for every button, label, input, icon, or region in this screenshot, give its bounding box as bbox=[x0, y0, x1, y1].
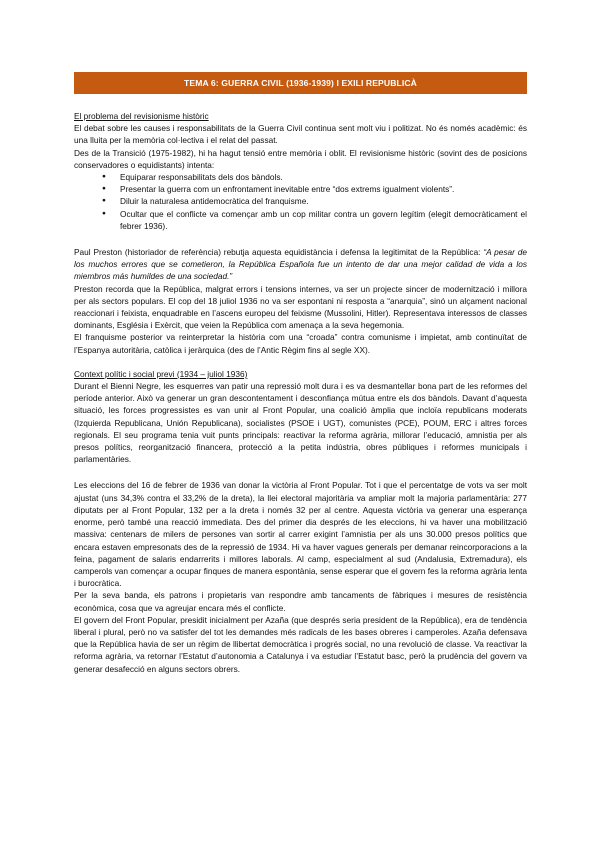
list-item: ● Ocultar que el conflicte va començar amb un cop militar contra un govern legítim (elegit democràticament el febrer 1936). bbox=[102, 208, 527, 232]
list-item: ● Presentar la guerra com un enfrontament inevitable entre “dos extrems igualment violents”. bbox=[102, 183, 527, 195]
bullet-list bbox=[74, 171, 527, 232]
list-item: ● Diluir la naturalesa antidemocràtica del franquisme. bbox=[102, 195, 527, 207]
section-heading-revisionism: El problema del revisionisme històric bbox=[74, 111, 209, 121]
paragraph: Des de la Transició (1975-1982), hi ha hagut tensió entre memòria i oblit. El revisionisme històric (sovint des de posicions conservadores o equidistants) intenta: bbox=[74, 147, 527, 170]
list-item: ● Equiparar responsabilitats dels dos bàndols. bbox=[102, 171, 527, 183]
section-heading-context: Context polític i social previ (1934 – juliol 1936) bbox=[74, 368, 248, 379]
paragraph: El franquisme posterior va reinterpretar la història com una “croada” contra comunisme i impietat, amb continuïtat de l’Espanya autoritària, catòlica i jeràrquica (des de l’Antic Règim fins al segle XX). bbox=[74, 332, 527, 355]
preston-intro: Paul Preston (historiador de referència) rebutja aquesta equidistància i defensa la legitimitat de la República: bbox=[74, 247, 484, 258]
paragraph: Les eleccions del 16 de febrer de 1936 van donar la victòria al Front Popular. Tot i que el percentatge de vots va ser molt ajustat (uns 34,3% contra el 33,2% de la dreta), la llei electoral majoritària va ampliar molt la majoria parlamentària: 277 diputats per al Front Popular, 132 per a la dreta i només 32 per al centre. Aquesta victòria va generar una esperança enorme, però també una reacció immediata. Des del primer dia després de les eleccions, hi va haver una mobilització massiva: centenars de milers de persones van sortir al carrer exigint l’amnistia per als uns 30.000 presos polítics que encara estaven empresonats des de la repressió de 1934. Hi va haver vagues generals per demanar reincorporacions a la feina, pagament de salaris endarrerits i millores laborals. Al camp, especialment al sud (Andalusia, Extremadura), els camperols van començar a ocupar finques de manera espontània, sense esperar que el govern fes la reforma agrària lenta i burocràtica. bbox=[74, 480, 527, 589]
paragraph: Preston recorda que la República, malgrat errors i tensions internes, va ser un projecte sincer de modernització i millora per als sectors populars. El cop del 18 juliol 1936 no va ser espontani ni resposta a “anarquia”, sinó un alçament nacional reaccionari i feixista, enquadrable en l’ascens europeu del feixisme (Mussolini, Hitler). Representava interessos de classes dominants, Església i Exèrcit, que veien la República com amenaça a la seva hegemonia. bbox=[74, 283, 527, 331]
preston-quote: “A pesar de los muchos errores que se cometieron, la República Española fue un intento de dar una mejor calidad de vida a los miembros más humildes de una sociedad.” bbox=[74, 247, 527, 282]
preston-paragraph bbox=[74, 246, 527, 283]
paragraph: Per la seva banda, els patrons i propietaris van respondre amb tancaments de fàbriques i mesures de resistència econòmica, cosa que va agreujar encara més el conflicte. bbox=[74, 590, 527, 613]
title-banner: TEMA 6: GUERRA CIVIL (1936-1939) I EXILI REPUBLICÀ bbox=[74, 72, 527, 94]
paragraph: Durant el Bienni Negre, les esquerres van patir una repressió molt dura i es va desmantellar bona part de les reformes del període anterior. Això va generar un gran descontentament i desconfiança mútua entre els dos bàndols. Davant d’aquesta situació, les forces progressistes es van unir al Front Popular, una coalició àmplia que incloïa republicans moderats (Izquierda Republicana, Unión Republicana), socialistes (PSOE i UGT), comunistes (PCE), POUM, ERC i altres forces regionals. El seu programa tenia vuit punts principals: reactivar la reforma agrària, millorar l’educació, amnistia per als presos polítics, reorganització financera, protecció a la petita indústria, obres públiques i reformes municipals i parlamentàries. bbox=[74, 381, 527, 465]
document-page bbox=[74, 72, 527, 675]
paragraph: El govern del Front Popular, presidit inicialment per Azaña (que després seria president de la República), era de tendència liberal i plural, però no va satisfer del tot les demandes més radicals de les bases obreres i camperoles. Azaña defensava que la República havia de ser un règim de llibertat democràtica i progrés social, no una revolució de classe. Va reactivar la reforma agrària, va retornar l’Estatut d’autonomia a Catalunya i va estudiar l’Estatut basc, però la prudència del govern va generar desafecció en alguns sectors obrers. bbox=[74, 614, 527, 674]
paragraph: El debat sobre les causes i responsabilitats de la Guerra Civil continua sent molt viu i politizat. No és només acadèmic: és una lluita per la memòria col·lectiva i el relat del passat. bbox=[74, 123, 527, 146]
